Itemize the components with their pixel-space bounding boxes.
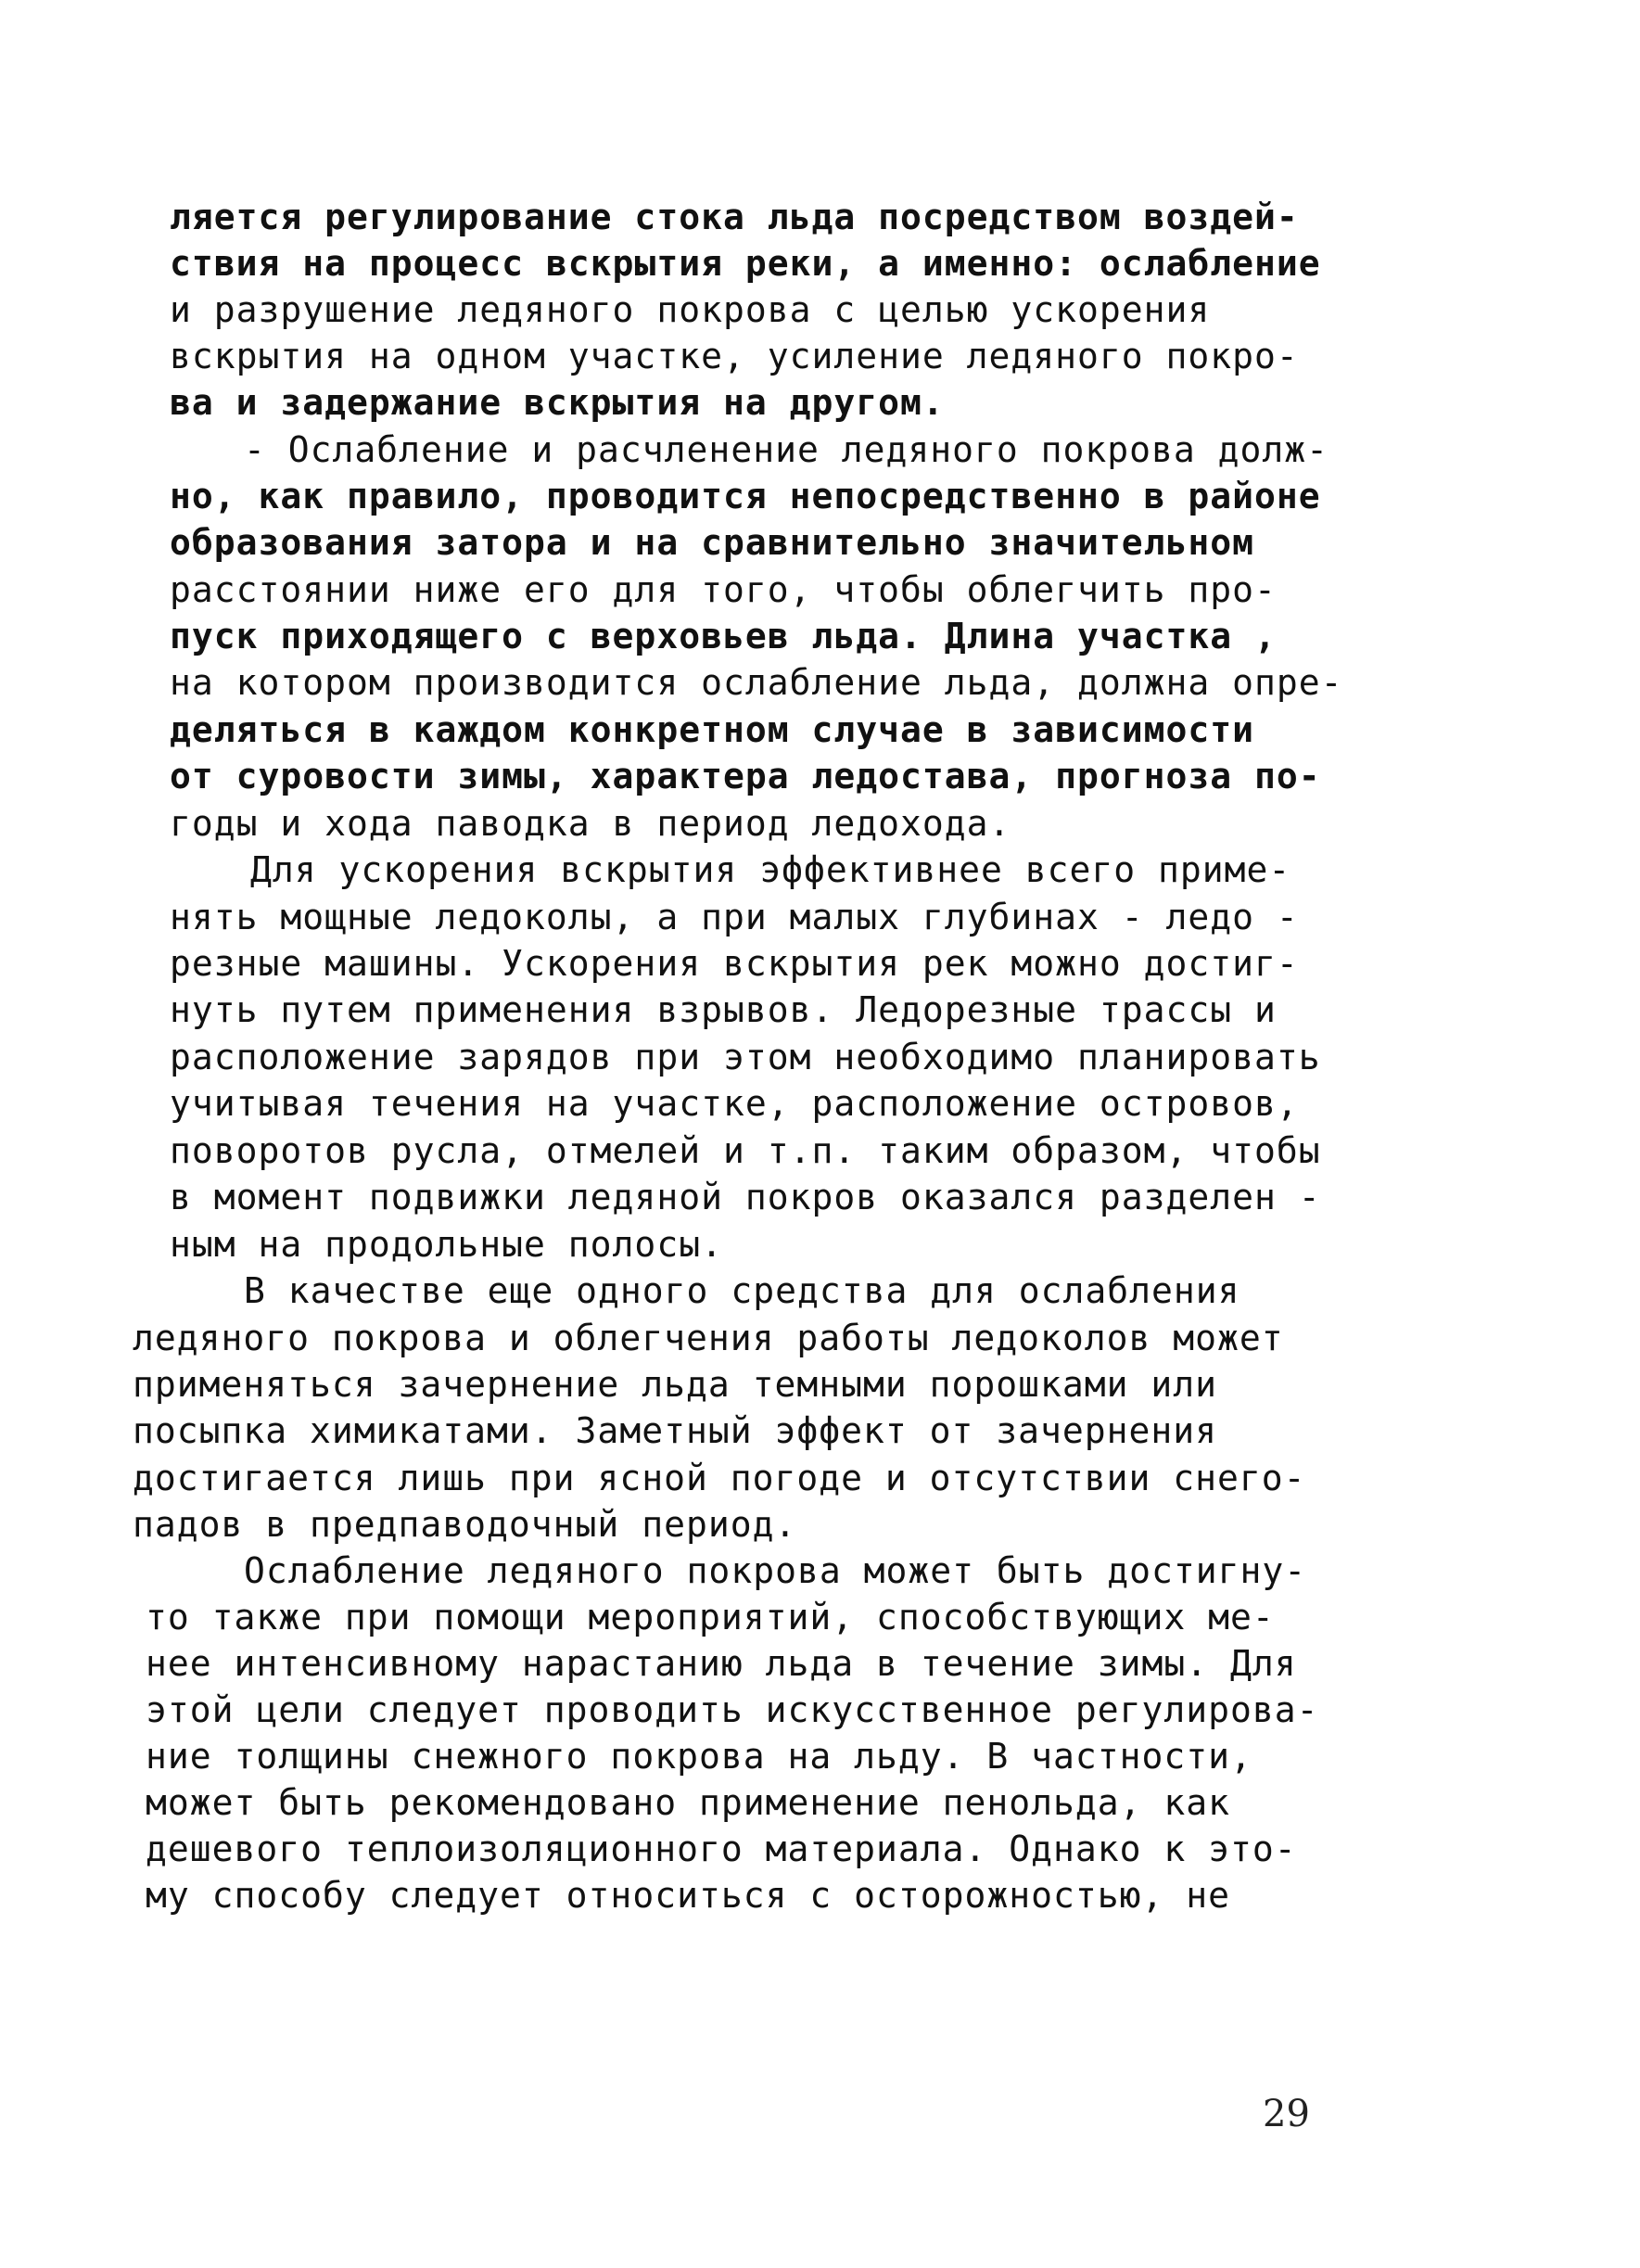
text-line: ледяного покрова и облегчения работы ледоколов может [133,1318,1284,1358]
text-line: резные машины. Ускорения вскрытия рек можно достиг- [170,943,1299,984]
text-line: вскрытия на одном участке, усиление ледяного покро- [170,336,1299,376]
text-line: падов в предпаводочный период. [133,1504,797,1545]
text-line: применяться зачернение льда темными порошками или [133,1364,1218,1405]
text-line: пуск приходящего с верховьев льда. Длина участка , [170,616,1277,656]
text-line: расположение зарядов при этом необходимо планировать [170,1037,1321,1077]
text-line: но, как правило, проводится непосредственно в районе [170,476,1321,516]
text-line: посыпка химикатами. Заметный эффект от зачернения [133,1410,1218,1451]
text-line: и разрушение ледяного покрова с целью ускорения [170,289,1211,330]
text-line: Для ускорения вскрытия эффективнее всего приме- [250,849,1291,890]
text-line: на котором производится ослабление льда, должна опре- [170,662,1343,703]
text-line: ние толщины снежного покрова на льду. В частности, [146,1736,1252,1777]
text-line: достигается лишь при ясной погоде и отсутствии снего- [133,1458,1306,1498]
text-line: Ослабление ледяного покрова может быть достигну- [244,1550,1307,1591]
text-line: нять мощные ледоколы, а при малых глубинах - ледо - [170,897,1299,937]
text-line: от суровости зимы, характера ледостава, прогноза по- [170,756,1321,796]
text-line: то также при помощи мероприятий, способствующих ме- [146,1597,1275,1637]
text-line: образования затора и на сравнительно значительном [170,522,1255,563]
text-line: этой цели следует проводить искусственное регулирова- [146,1689,1319,1730]
text-line: нее интенсивному нарастанию льда в течение зимы. Для [146,1643,1297,1684]
text-line: поворотов русла, отмелей и т.п. таким образом, чтобы [170,1130,1321,1171]
text-line: му способу следует относиться с осторожностью, не [146,1875,1231,1916]
page-number: 29 [1263,2093,1310,2135]
text-line: нуть путем применения взрывов. Ледорезные трассы и [170,989,1277,1030]
text-line: деляться в каждом конкретном случае в зависимости [170,709,1255,750]
text-line: в момент подвижки ледяной покров оказался разделен - [170,1177,1321,1217]
text-line: - Ослабление и расчленение ледяного покрова долж- [244,429,1329,470]
text-line: учитывая течения на участке, расположение островов, [170,1083,1299,1124]
text-line: В качестве еще одного средства для ослабления [244,1270,1240,1311]
text-line: ва и задержание вскрытия на другом. [170,382,945,423]
text-line: ствия на процесс вскрытия реки, а именно: ослабление [170,243,1321,284]
text-line: может быть рекомендовано применение пенольда, как [146,1782,1231,1823]
text-line: дешевого теплоизоляционного материала. Однако к это- [146,1828,1297,1869]
text-line: годы и хода паводка в период ледохода. [170,803,1011,844]
text-line: ным на продольные полосы. [170,1224,723,1265]
text-line: ляется регулирование стока льда посредством воздей- [170,197,1299,237]
text-line: расстоянии ниже его для того, чтобы облегчить про- [170,569,1277,610]
